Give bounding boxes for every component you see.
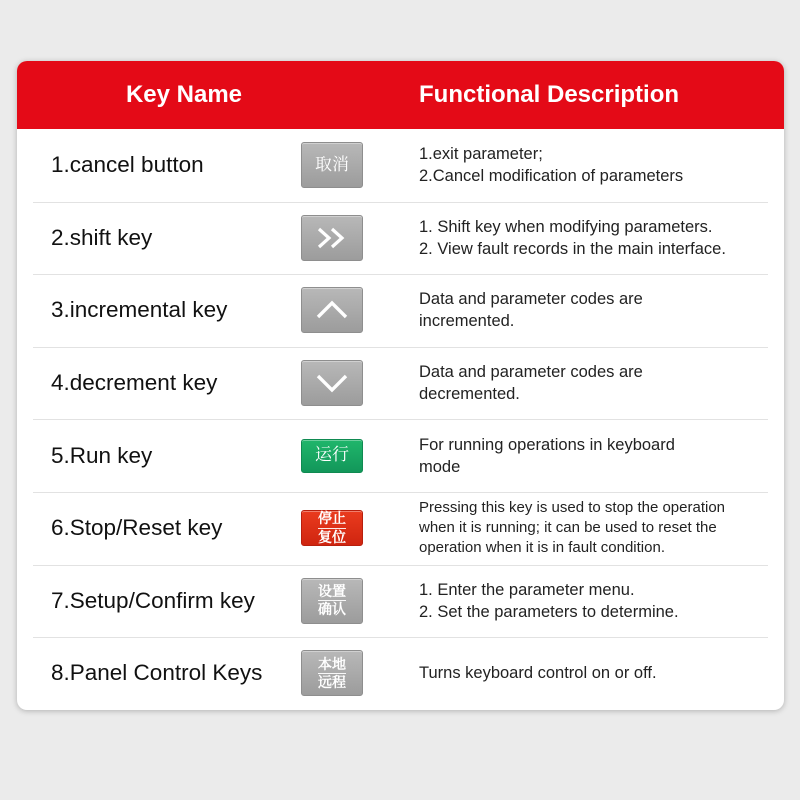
description-line: For running operations in keyboard bbox=[419, 435, 675, 454]
panel-control-key-button bbox=[301, 650, 363, 696]
description-stop-reset bbox=[419, 498, 784, 558]
description-line: decremented. bbox=[419, 385, 520, 404]
description-run bbox=[419, 434, 784, 478]
header-key-name: Key Name bbox=[125, 81, 243, 108]
description-line: 1. Enter the parameter menu. bbox=[419, 580, 635, 599]
header-functional-description: Functional Description bbox=[419, 81, 680, 108]
key-name-setup-confirm: 7.Setup/Confirm key bbox=[51, 587, 255, 613]
description-line: Data and parameter codes are bbox=[419, 363, 643, 382]
description-cancel bbox=[419, 143, 784, 187]
description-shift bbox=[419, 216, 784, 260]
key-function-table bbox=[17, 61, 784, 710]
key-name-run: 5.Run key bbox=[51, 442, 153, 468]
table-row-cancel bbox=[17, 129, 784, 202]
description-setup-confirm bbox=[419, 579, 784, 623]
description-decrement bbox=[419, 361, 784, 405]
increment-key-button bbox=[301, 287, 363, 333]
description-line: incremented. bbox=[419, 312, 515, 331]
local-key-label: 本地 bbox=[318, 657, 346, 674]
chevron-down-icon bbox=[315, 372, 349, 394]
description-line: 2.Cancel modification of parameters bbox=[419, 167, 684, 186]
key-name-increment: 3.incremental key bbox=[51, 297, 228, 323]
table-row-decrement bbox=[17, 347, 784, 420]
cancel-key-button bbox=[301, 142, 363, 188]
shift-key-button bbox=[301, 215, 363, 261]
key-name-panel-control: 8.Panel Control Keys bbox=[51, 660, 263, 686]
table-row-run bbox=[17, 419, 784, 492]
stop-key-label: 停止 bbox=[318, 511, 346, 528]
description-line: mode bbox=[419, 457, 461, 476]
key-name-stop-reset: 6.Stop/Reset key bbox=[51, 515, 223, 541]
description-line: Turns keyboard control on or off. bbox=[419, 664, 657, 683]
description-increment bbox=[419, 288, 784, 332]
setup-key-label: 设置 bbox=[318, 584, 346, 601]
stop-reset-key-button bbox=[301, 510, 363, 546]
description-line: operation when it is in fault condition. bbox=[419, 539, 665, 557]
description-line: 1. Shift key when modifying parameters. bbox=[419, 217, 713, 236]
setup-confirm-key-button bbox=[301, 578, 363, 624]
cancel-key-label: 取消 bbox=[315, 154, 349, 174]
decrement-key-button bbox=[301, 360, 363, 406]
key-name-cancel: 1.cancel button bbox=[51, 152, 204, 178]
description-line: 2. Set the parameters to determine. bbox=[419, 602, 679, 621]
description-panel-control bbox=[419, 662, 784, 684]
table-row-increment bbox=[17, 274, 784, 347]
description-line: 1.exit parameter; bbox=[419, 145, 543, 164]
confirm-key-label: 确认 bbox=[318, 601, 346, 618]
key-name-decrement: 4.decrement key bbox=[51, 370, 218, 396]
run-key-label: 运行 bbox=[315, 445, 349, 465]
key-name-shift: 2.shift key bbox=[51, 224, 153, 250]
description-line: Data and parameter codes are bbox=[419, 290, 643, 309]
table-header bbox=[17, 61, 784, 129]
table-row-panel-control bbox=[17, 637, 784, 710]
run-key-button bbox=[301, 439, 363, 473]
description-line: Pressing this key is used to stop the operation bbox=[419, 499, 726, 517]
remote-key-label: 远程 bbox=[318, 673, 346, 690]
table-row-setup-confirm bbox=[17, 565, 784, 638]
description-line: 2. View fault records in the main interface. bbox=[419, 239, 726, 258]
double-chevron-right-icon bbox=[315, 226, 349, 250]
chevron-up-icon bbox=[315, 299, 349, 321]
table-row-shift bbox=[17, 202, 784, 275]
reset-key-label: 复位 bbox=[318, 528, 346, 545]
table-body bbox=[17, 129, 784, 710]
description-line: when it is running; it can be used to reset the bbox=[419, 519, 717, 537]
table-row-stop-reset bbox=[17, 492, 784, 565]
